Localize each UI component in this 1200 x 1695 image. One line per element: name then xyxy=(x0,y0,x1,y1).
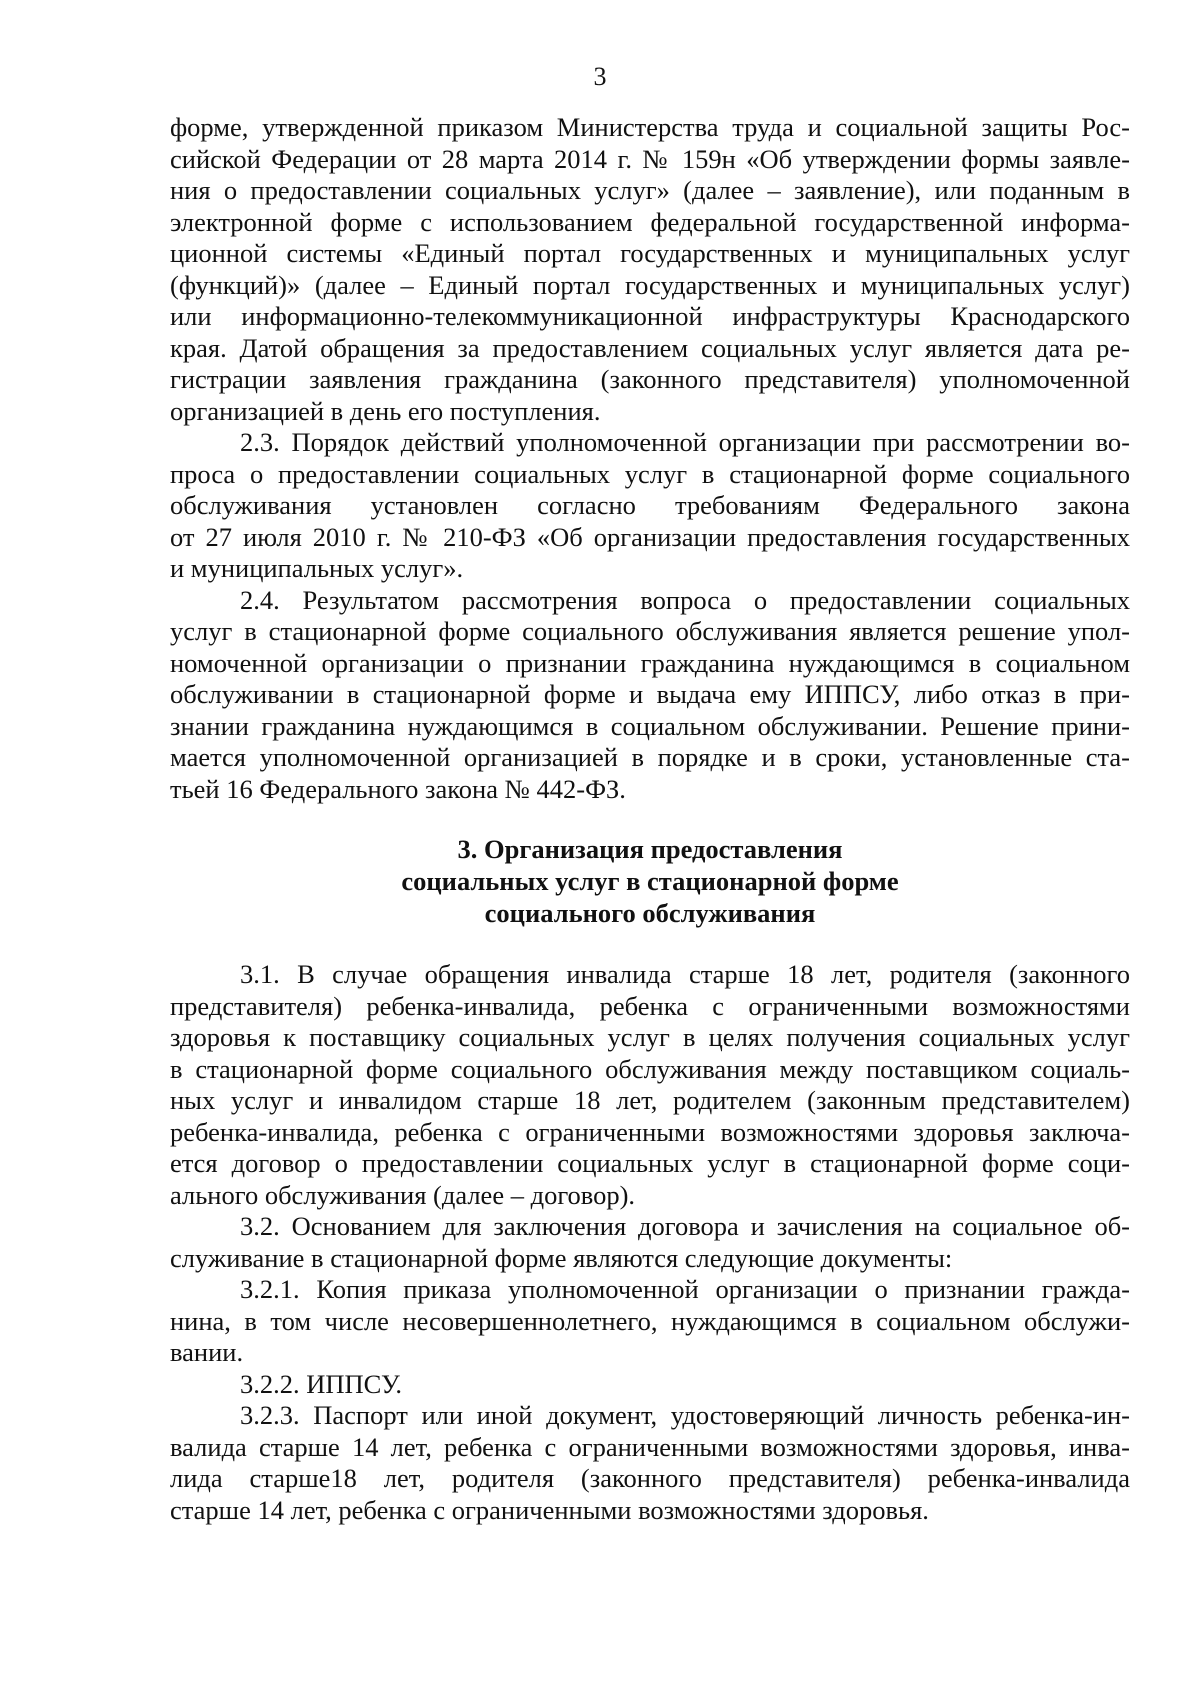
text-line: 3.1. В случае обращения инвалида старше 18 лет, родителя (законного xyxy=(240,959,1130,989)
text-line: 3.2.2. ИППСУ. xyxy=(240,1368,403,1399)
text-line: валида старше 14 лет, ребенка с ограниченными возможностями здоровья, инва- xyxy=(170,1431,1130,1462)
text-line: услуг в стационарной форме социального обслуживания является решение упол- xyxy=(170,616,1130,646)
section-3-heading xyxy=(170,833,1130,929)
heading-line: социального обслуживания xyxy=(484,898,816,928)
text-line: мается уполномоченной организацией в порядке и в сроки, установленные ста- xyxy=(170,742,1130,772)
text-line: в стационарной форме социального обслуживания между поставщиком социаль- xyxy=(170,1053,1130,1084)
text-line: старше 14 лет, ребенка с ограниченными возможностями здоровья. xyxy=(170,1494,929,1525)
text-line: 2.3. Порядок действий уполномоченной организации при рассмотрении во- xyxy=(240,427,1130,457)
text-line: ется договор о предоставлении социальных услуг в стационарной форме соци- xyxy=(170,1148,1130,1178)
document-body xyxy=(170,112,1130,1526)
text-line: сийской Федерации от 28 марта 2014 г. № 159н «Об утверждении формы заявле- xyxy=(170,143,1130,174)
text-line: организацией в день его поступления. xyxy=(170,395,601,426)
paragraph-3-2-1 xyxy=(170,1274,1130,1369)
text-line: проса о предоставлении социальных услуг в стационарной форме социального xyxy=(170,458,1130,489)
paragraph-3-2-2 xyxy=(170,1369,1130,1401)
text-line: края. Датой обращения за предоставлением социальных услуг является дата ре- xyxy=(170,332,1130,363)
text-line: ального обслуживания (далее – договор). xyxy=(170,1179,636,1210)
paragraph-3-2 xyxy=(170,1211,1130,1274)
text-line: знании гражданина нуждающимся в социальном обслуживании. Решение прини- xyxy=(170,710,1130,741)
heading-line: 3. Организация предоставления xyxy=(457,834,843,864)
text-line: 3.2. Основанием для заключения договора и зачисления на социальное об- xyxy=(240,1211,1130,1241)
text-line: электронной форме с использованием федеральной государственной информа- xyxy=(170,206,1130,237)
text-line: ребенка-инвалида, ребенка с ограниченными возможностями здоровья заключа- xyxy=(170,1116,1130,1147)
text-line: ционной системы «Единый портал государственных и муниципальных услуг xyxy=(170,238,1130,268)
text-line: номоченной организации о признании гражданина нуждающимся в социальном xyxy=(170,647,1130,678)
text-line: ных услуг и инвалидом старше 18 лет, родителем (законным представителем) xyxy=(170,1085,1130,1115)
text-line: нина, в том числе несовершеннолетнего, нуждающимся в социальном обслужи- xyxy=(170,1305,1130,1336)
text-line: 2.4. Результатом рассмотрения вопроса о предоставлении социальных xyxy=(240,584,1130,615)
text-line: здоровья к поставщику социальных услуг в целях получения социальных услуг xyxy=(170,1022,1130,1052)
text-line: представителя) ребенка-инвалида, ребенка с ограниченными возможностями xyxy=(170,990,1130,1021)
text-line: тьей 16 Федерального закона № 442-ФЗ. xyxy=(170,773,626,804)
text-line: ния о предоставлении социальных услуг» (далее – заявление), или поданным в xyxy=(170,175,1130,205)
text-line: или информационно-телекоммуникационной инфраструктуры Краснодарского xyxy=(170,301,1130,331)
text-line: от 27 июля 2010 г. № 210-ФЗ «Об организации предоставления государственных xyxy=(170,521,1130,552)
text-line: вании. xyxy=(170,1337,244,1367)
text-line: 3.2.3. Паспорт или иной документ, удостоверяющий личность ребенка-ин- xyxy=(240,1400,1130,1430)
text-line: гистрации заявления гражданина (законного представителя) уполномоченной xyxy=(170,364,1130,394)
paragraph-2-3 xyxy=(170,427,1130,585)
text-line: и муниципальных услуг». xyxy=(170,553,464,583)
paragraph-2-4 xyxy=(170,585,1130,806)
text-line: лида старше18 лет, родителя (законного представителя) ребенка-инвалида xyxy=(170,1463,1130,1493)
page-number: 3 xyxy=(593,62,607,91)
heading-line: социальных услуг в стационарной форме xyxy=(401,866,899,896)
text-line: обслуживании в стационарной форме и выдача ему ИППСУ, либо отказ в при- xyxy=(170,679,1130,709)
text-line: (функций)» (далее – Единый портал государственных и муниципальных услуг) xyxy=(170,269,1130,300)
paragraph-continuation xyxy=(170,112,1130,427)
paragraph-3-1 xyxy=(170,959,1130,1211)
text-line: 3.2.1. Копия приказа уполномоченной организации о признании гражда- xyxy=(240,1274,1130,1304)
text-line: обслуживания установлен согласно требованиям Федерального закона xyxy=(170,490,1130,520)
text-line: форме, утвержденной приказом Министерства труда и социальной защиты Рос- xyxy=(170,112,1130,142)
paragraph-3-2-3 xyxy=(170,1400,1130,1526)
text-line: служивание в стационарной форме являются следующие документы: xyxy=(170,1242,953,1273)
